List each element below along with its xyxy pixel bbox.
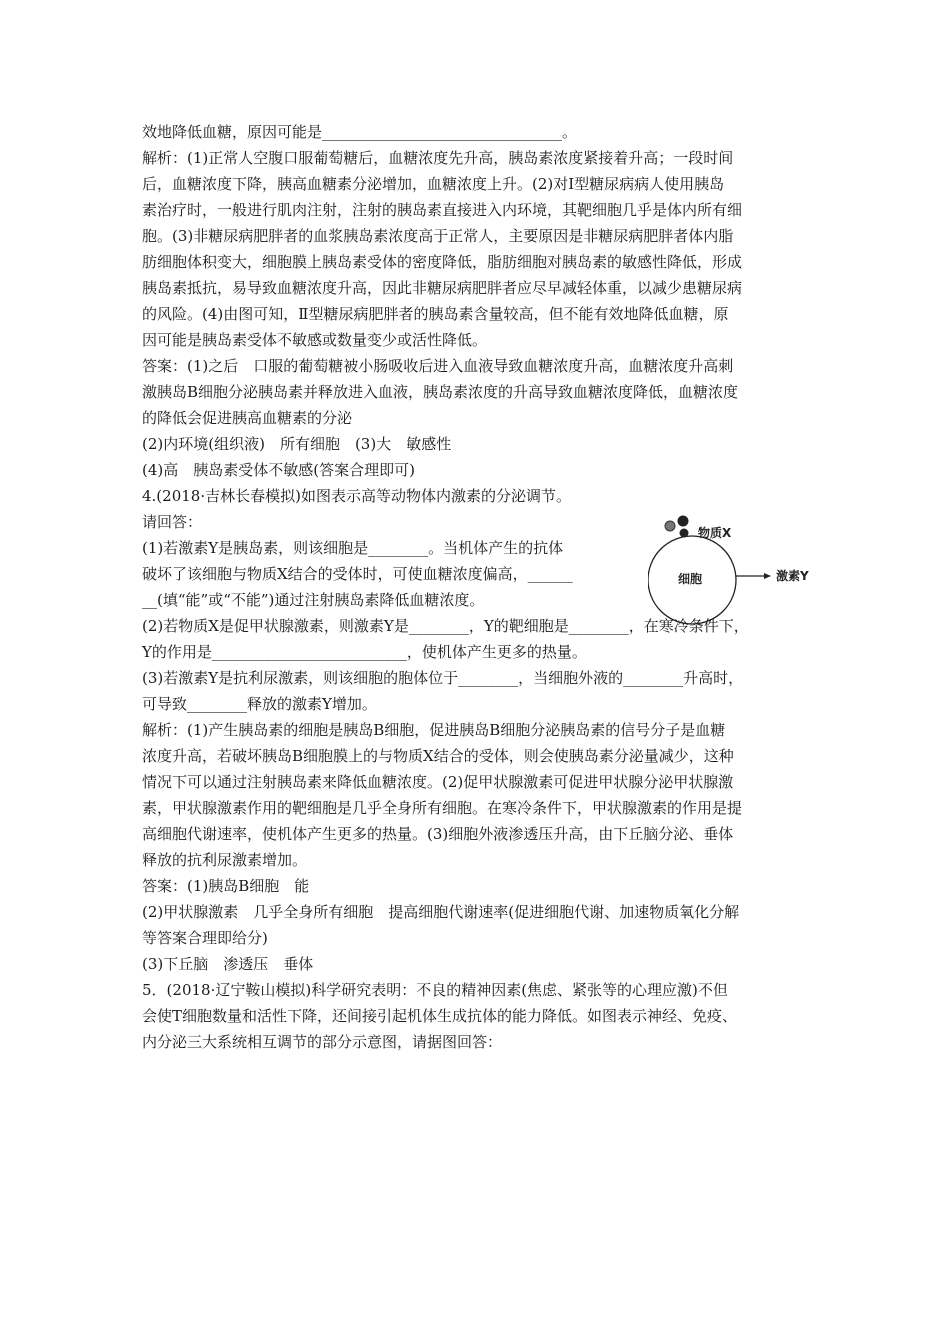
text-line: (1)若激素Y是胰岛素，则该细胞是________。当机体产生的抗体 (142, 539, 564, 557)
substance-x-molecule (665, 521, 675, 531)
text-line: 后，血糖浓度下降，胰高血糖素分泌增加，血糖浓度上升。(2)对Ⅰ型糖尿病病人使用胰岛 (142, 175, 725, 193)
text-line: (4)高 胰岛素受体不敏感(答案合理即可) (142, 461, 415, 479)
text-line: 的风险。(4)由图可知，Ⅱ型糖尿病肥胖者的胰岛素含量较高，但不能有效地降低血糖，原 (142, 305, 729, 323)
text-line: (3)若激素Y是抗利尿激素，则该细胞的胞体位于________，当细胞外液的________升高时， (142, 669, 744, 687)
text-line: 激胰岛B细胞分泌胰岛素并释放进入血液，胰岛素浓度的升高导致血糖浓度降低，血糖浓度 (142, 383, 739, 401)
text-line: (2)甲状腺激素 几乎全身所有细胞 提高细胞代谢速率(促进细胞代谢、加速物质氧化分解 (142, 903, 740, 921)
text-line: 因可能是胰岛素受体不敏感或数量变少或活性降低。 (142, 331, 488, 349)
text-line: 的降低会促进胰高血糖素的分泌 (142, 409, 353, 427)
text-line: 答案：(1)之后 口服的葡萄糖被小肠吸收后进入血液导致血糖浓度升高，血糖浓度升高刺 (142, 357, 734, 375)
substance-x-molecule (678, 516, 689, 527)
secretion-arrow-head (764, 573, 771, 579)
substance-x-molecule (680, 529, 689, 538)
text-line: __(填“能”或“不能”)通过注射胰岛素降低血糖浓度。 (142, 591, 485, 609)
text-line: 高细胞代谢速率，使机体产生更多的热量。(3)细胞外液渗透压升高，由下丘脑分泌、垂体 (142, 825, 734, 843)
text-line: 会使T细胞数量和活性下降，还间接引起机体生成抗体的能力降低。如图表示神经、免疫、 (142, 1007, 738, 1025)
text-line: 胰岛素抵抗，易导致血糖浓度升高，因此非糖尿病肥胖者应尽早减轻体重，以减少患糖尿病 (142, 279, 743, 297)
cell-label: 细胞 (678, 572, 703, 586)
text-line: 情况下可以通过注射胰岛素来降低血糖浓度。(2)促甲状腺激素可促进甲状腺分泌甲状腺激 (142, 773, 734, 791)
text-line: 等答案合理即给分) (142, 929, 268, 947)
answer-section-3 (142, 119, 814, 483)
text-line: Y的作用是__________________________，使机体产生更多的热量。 (142, 643, 587, 661)
text-line: 破坏了该细胞与物质X结合的受体时，可使血糖浓度偏高，______ (142, 565, 573, 583)
text-line: (3)下丘脑 渗透压 垂体 (142, 955, 314, 973)
text-line: 浓度升高，若破坏胰岛B细胞膜上的与物质X结合的受体，则会使胰岛素分泌量减少，这种 (142, 747, 734, 765)
text-line: 素，甲状腺激素作用的靶细胞是几乎全身所有细胞。在寒冷条件下，甲状腺激素的作用是提 (142, 799, 743, 817)
hormone-secretion-diagram (648, 508, 828, 628)
text-line: 可导致________释放的激素Y增加。 (142, 695, 377, 713)
text-line: 素治疗时，一般进行肌肉注射，注射的胰岛素直接进入内环境，其靶细胞几乎是体内所有细 (142, 201, 743, 219)
text-line: 效地降低血糖，原因可能是________________________________。 (142, 123, 578, 141)
question-5-title: 5．(2018·辽宁鞍山模拟)科学研究表明：不良的精神因素(焦虑、紧张等的心理应激)不但 (142, 981, 728, 999)
text-line: 内分泌三大系统相互调节的部分示意图，请据图回答： (142, 1033, 503, 1051)
text-line: 请回答： (142, 513, 203, 531)
text-line: 胞。(3)非糖尿病肥胖者的血浆胰岛素浓度高于正常人，主要原因是非糖尿病肥胖者体内脂 (142, 227, 734, 245)
question-4-continued (142, 613, 814, 1055)
text-line: 解析：(1)产生胰岛素的细胞是胰岛B细胞，促进胰岛B细胞分泌胰岛素的信号分子是血糖 (142, 721, 726, 739)
text-line: 肪细胞体积变大，细胞膜上胰岛素受体的密度降低，脂肪细胞对胰岛素的敏感性降低，形成 (142, 253, 743, 271)
text-line: (2)若物质X是促甲状腺激素，则激素Y是________，Y的靶细胞是________，在寒冷条件下， (142, 617, 749, 635)
text-line: 解析：(1)正常人空腹口服葡萄糖后，血糖浓度先升高，胰岛素浓度紧接着升高；一段时间 (142, 149, 734, 167)
hormone-y-label: 激素Y (776, 569, 809, 583)
text-line: 答案：(1)胰岛B细胞 能 (142, 877, 310, 895)
question-4-title: 4.(2018·吉林长春模拟)如图表示高等动物体内激素的分泌调节。 (142, 487, 571, 505)
substance-x-label: 物质X (698, 526, 732, 540)
text-line: (2)内环境(组织液) 所有细胞 (3)大 敏感性 (142, 435, 452, 453)
text-line: 释放的抗利尿激素增加。 (142, 851, 308, 869)
